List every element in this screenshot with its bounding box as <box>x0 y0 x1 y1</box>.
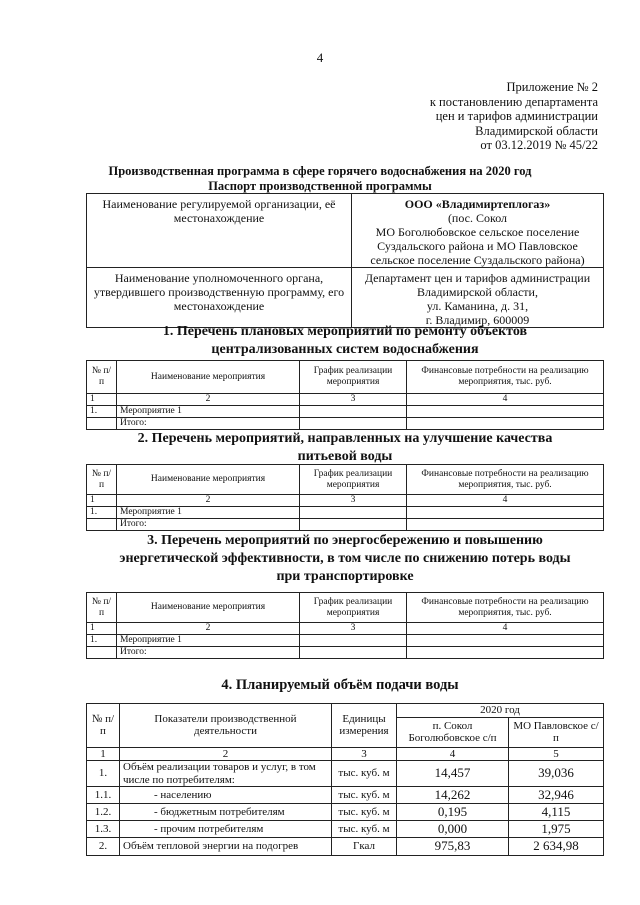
index-cell: 3 <box>300 495 407 507</box>
section-2-table <box>86 464 604 531</box>
s4-header-unit: Единицы измерения <box>332 704 397 748</box>
row-name: Мероприятие 1 <box>117 507 300 519</box>
s4-header-sokol: п. Сокол Боголюбовское с/п <box>397 717 509 747</box>
appendix-line: от 03.12.2019 № 45/22 <box>480 138 598 152</box>
s4-row-num: 2. <box>87 838 120 856</box>
total-num <box>87 647 117 659</box>
s4-row-pavlovskoe: 32,946 <box>509 787 604 804</box>
index-cell: 4 <box>407 623 604 635</box>
total-label: Итого: <box>117 519 300 531</box>
s4-row-pavlovskoe: 1,975 <box>509 821 604 838</box>
s4-index-cell: 4 <box>397 747 509 761</box>
page-number: 4 <box>316 50 324 65</box>
passport-org-label: Наименование регулируемой организации, её местонахождение <box>87 194 352 268</box>
section-4-title: 4. Планируемый объём подачи воды <box>221 677 459 693</box>
passport-org-cell <box>352 194 604 268</box>
total-schedule <box>300 418 407 430</box>
org-location-line: сельское поселение Суздальского района) <box>370 253 585 267</box>
s4-row-sokol: 14,262 <box>397 787 509 804</box>
appendix-line: цен и тарифов администрации <box>435 109 598 123</box>
s4-row-unit: тыс. куб. м <box>332 804 397 821</box>
authority-line: ул. Каманина, д. 31, <box>426 299 529 313</box>
s4-index-cell: 5 <box>509 747 604 761</box>
row-finance <box>407 635 604 647</box>
s4-row-unit: тыс. куб. м <box>332 761 397 787</box>
section-1-title: 1. Перечень плановых мероприятий по ремонту объектов централизованных систем водоснабжения <box>162 324 528 357</box>
index-cell: 4 <box>407 394 604 406</box>
passport-table <box>86 193 604 328</box>
index-cell: 3 <box>300 623 407 635</box>
authority-line: Владимирской области, <box>417 285 538 299</box>
total-finance <box>407 519 604 531</box>
index-cell: 3 <box>300 394 407 406</box>
row-num: 1. <box>87 507 117 519</box>
total-schedule <box>300 647 407 659</box>
row-num: 1. <box>87 406 117 418</box>
table-row <box>87 761 604 787</box>
table-row <box>87 804 604 821</box>
total-num <box>87 519 117 531</box>
row-schedule <box>300 507 407 519</box>
s4-row-unit: тыс. куб. м <box>332 821 397 838</box>
index-cell: 2 <box>117 623 300 635</box>
org-location-line: МО Боголюбовское сельское поселение <box>375 225 580 239</box>
row-finance <box>407 507 604 519</box>
appendix-line: Приложение № 2 <box>506 80 598 94</box>
header-schedule: График реализации мероприятия <box>300 361 407 394</box>
header-finance: Финансовые потребности на реализацию мероприятия, тыс. руб. <box>407 593 604 623</box>
s4-row-sokol: 0,000 <box>397 821 509 838</box>
authority-line: г. Владимир, 600009 <box>425 313 530 327</box>
authority-line: Департамент цен и тарифов администрации <box>364 271 591 285</box>
document-title: Производственная программа в сфере горячего водоснабжения на 2020 год <box>108 164 532 178</box>
s4-row-name: - прочим потребителям <box>120 821 332 838</box>
s4-header-indicator: Показатели производственной деятельности <box>120 704 332 748</box>
s4-row-pavlovskoe: 39,036 <box>509 761 604 787</box>
s4-row-num: 1.3. <box>87 821 120 838</box>
index-cell: 1 <box>87 394 117 406</box>
s4-header-pavlovskoe: МО Павловское с/п <box>509 717 604 747</box>
index-cell: 2 <box>117 394 300 406</box>
document-subtitle: Паспорт производственной программы <box>208 179 432 193</box>
header-schedule: График реализации мероприятия <box>300 593 407 623</box>
total-finance <box>407 647 604 659</box>
s4-row-num: 1. <box>87 761 120 787</box>
s4-row-num: 1.1. <box>87 787 120 804</box>
row-name: Мероприятие 1 <box>117 406 300 418</box>
index-cell: 2 <box>117 495 300 507</box>
appendix-line: к постановлению департамента <box>429 94 598 109</box>
passport-authority-label: Наименование уполномоченного органа, утвердившего производственную программу, его местонахождение <box>87 268 352 328</box>
table-row <box>87 787 604 804</box>
org-location-line: (пос. Сокол <box>447 211 508 225</box>
s4-row-sokol: 975,83 <box>397 838 509 856</box>
s4-row-unit: Гкал <box>332 838 397 856</box>
s4-row-name: - бюджетным потребителям <box>120 804 332 821</box>
row-schedule <box>300 635 407 647</box>
section-4-table <box>86 703 604 856</box>
s4-row-unit: тыс. куб. м <box>332 787 397 804</box>
total-label: Итого: <box>117 647 300 659</box>
index-cell: 4 <box>407 495 604 507</box>
org-name: ООО «Владимиртеплогаз» <box>404 197 551 211</box>
s4-row-name: - населению <box>120 787 332 804</box>
appendix-line: Владимирской области <box>475 123 598 138</box>
total-finance <box>407 418 604 430</box>
header-num: № п/п <box>87 465 117 495</box>
header-schedule: График реализации мероприятия <box>300 465 407 495</box>
s4-index-cell: 1 <box>87 747 120 761</box>
total-schedule <box>300 519 407 531</box>
s4-row-pavlovskoe: 2 634,98 <box>509 838 604 856</box>
s4-row-num: 1.2. <box>87 804 120 821</box>
section-2-title: 2. Перечень мероприятий, направленных на улучшение качества питьевой воды <box>137 431 553 464</box>
s4-row-name: Объём тепловой энергии на подогрев <box>120 838 332 856</box>
row-name: Мероприятие 1 <box>117 635 300 647</box>
row-schedule <box>300 406 407 418</box>
table-row <box>87 838 604 856</box>
s4-index-cell: 3 <box>332 747 397 761</box>
row-finance <box>407 406 604 418</box>
index-cell: 1 <box>87 495 117 507</box>
header-finance: Финансовые потребности на реализацию мероприятия, тыс. руб. <box>407 465 604 495</box>
passport-authority-cell <box>352 268 604 328</box>
section-3-table <box>86 592 604 659</box>
org-location-line: Суздальского района и МО Павловское <box>377 239 578 253</box>
header-num: № п/п <box>87 361 117 394</box>
s4-row-pavlovskoe: 4,115 <box>509 804 604 821</box>
s4-row-name: Объём реализации товаров и услуг, в том числе по потребителям: <box>120 761 332 787</box>
s4-header-year: 2020 год <box>397 704 604 718</box>
row-num: 1. <box>87 635 117 647</box>
header-finance: Финансовые потребности на реализацию мероприятия, тыс. руб. <box>407 361 604 394</box>
s4-row-sokol: 14,457 <box>397 761 509 787</box>
total-label: Итого: <box>117 418 300 430</box>
table-row <box>87 821 604 838</box>
header-num: № п/п <box>87 593 117 623</box>
total-num <box>87 418 117 430</box>
header-name: Наименование мероприятия <box>117 361 300 394</box>
header-name: Наименование мероприятия <box>117 465 300 495</box>
section-1-table <box>86 360 604 430</box>
index-cell: 1 <box>87 623 117 635</box>
s4-header-num: № п/п <box>87 704 120 748</box>
section-3-title: 3. Перечень мероприятий по энергосбережению и повышению энергетической эффективности, в том числе по снижению потерь воды при транспортировке <box>119 533 571 584</box>
header-name: Наименование мероприятия <box>117 593 300 623</box>
s4-index-cell: 2 <box>120 747 332 761</box>
s4-row-sokol: 0,195 <box>397 804 509 821</box>
appendix-block <box>430 80 598 153</box>
